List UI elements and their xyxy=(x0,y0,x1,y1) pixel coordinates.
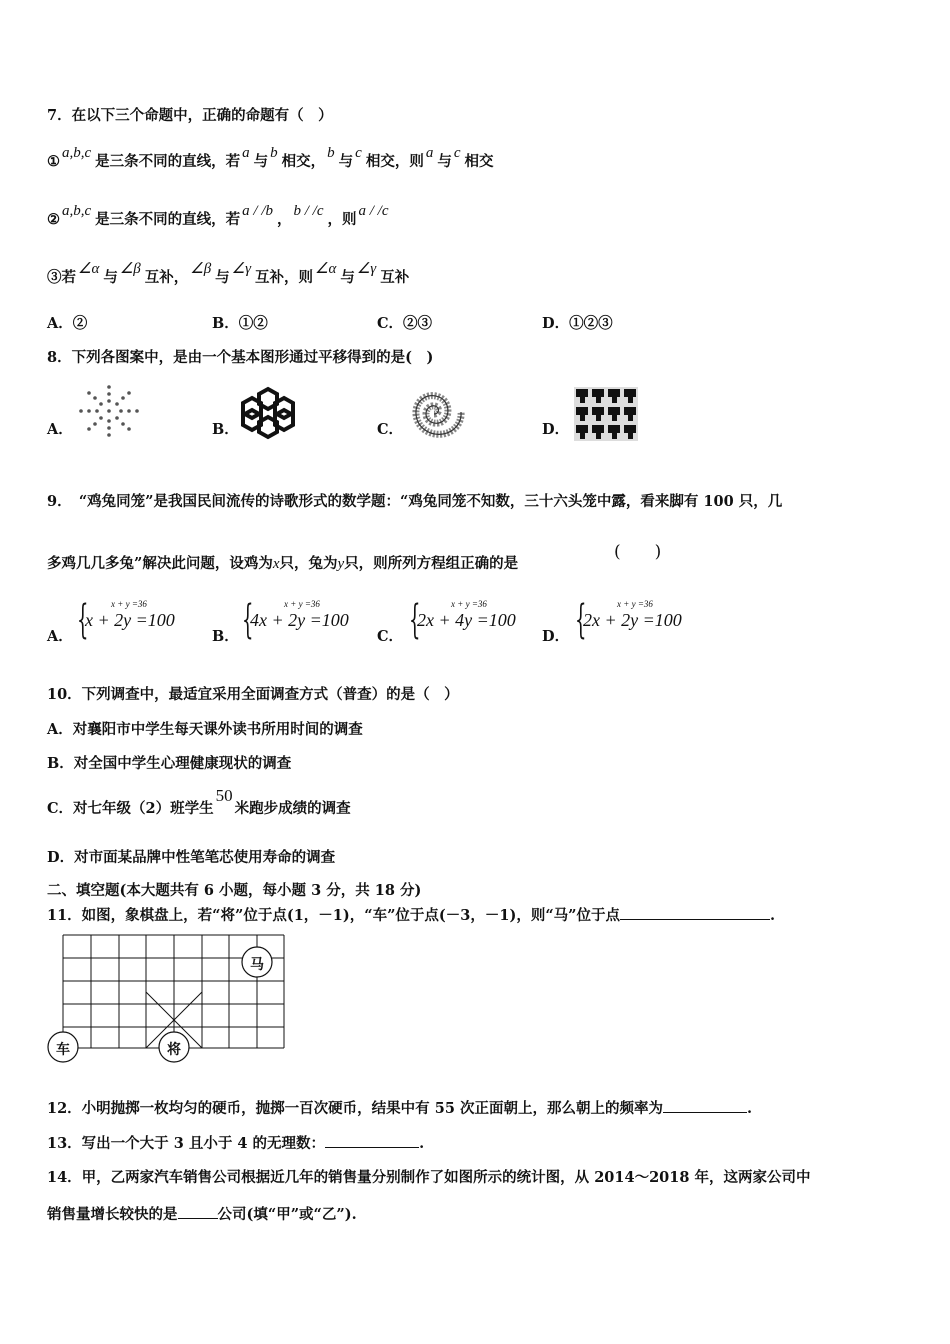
spiral-icon xyxy=(404,386,466,442)
q9-line-1: 9． “鸡兔同笼”是我国民间流传的诗歌形式的数学题：“鸡兔同笼不知数，三十六头笼中露，看来脚有 100 只，几 xyxy=(47,493,783,510)
q7-statement-1: ① a,b,c 是三条不同的直线，若 a 与 b 相交， b 与 c 相交，则 a 与 c 相交 xyxy=(47,145,494,170)
q9-option-a-label[interactable]: A． xyxy=(47,628,73,645)
brace-icon: { xyxy=(409,597,421,643)
q9-line-2: 多鸡几几多兔”解决此问题，设鸡为x只，兔为y只，则所列方程组正确的是 xyxy=(47,555,519,572)
q7-option-a[interactable]: A．② xyxy=(47,315,88,332)
tiled-pattern-icon xyxy=(574,387,638,441)
brace-icon: { xyxy=(575,597,587,643)
q10-option-c[interactable]: C．对七年级（2）班学生50米跑步成绩的调查 xyxy=(47,786,351,817)
q9-option-b-label[interactable]: B． xyxy=(212,628,239,645)
q10-option-a[interactable]: A．对襄阳市中学生每天课外读书所用时间的调查 xyxy=(47,721,363,738)
q11-text: 11．如图，象棋盘上，若“将”位于点(1，－1)，“车”位于点(－3，－1)，则“马”位于点 . xyxy=(47,907,776,924)
q7-option-b[interactable]: B．①② xyxy=(212,315,268,332)
q14-answer-blank[interactable] xyxy=(178,1204,218,1219)
q7-statement-2: ② a,b,c 是三条不同的直线，若 a / /b ， b / /c ，则 a / /c xyxy=(47,203,389,228)
q7-title: 7．在以下三个命题中，正确的命题有（ ） xyxy=(47,107,333,124)
q8-option-d[interactable]: D． xyxy=(542,421,570,438)
q9-option-b-system[interactable]: { x + y =36 4x + 2y =100 xyxy=(242,597,349,643)
brace-icon: { xyxy=(77,597,89,643)
q9-option-c-system[interactable]: { x + y =36 2x + 4y =100 xyxy=(409,597,516,643)
q8-option-b[interactable]: B． xyxy=(212,421,239,438)
q9-answer-paren: ( ) xyxy=(614,542,662,562)
flower-hexagon-icon xyxy=(238,384,298,442)
q14-line-2: 销售量增长较快的是 公司(填“甲”或“乙”). xyxy=(47,1206,357,1223)
piece-che-label: 车 xyxy=(56,1042,70,1058)
section-2-heading: 二、填空题(本大题共有 6 小题，每小题 3 分，共 18 分) xyxy=(47,882,422,899)
piece-ma-label: 马 xyxy=(250,957,264,973)
q11-answer-blank[interactable] xyxy=(620,905,770,920)
dotted-star-icon xyxy=(75,382,143,440)
q9-option-d-system[interactable]: { x + y =36 2x + 2y =100 xyxy=(575,597,682,643)
q10-option-d[interactable]: D．对市面某品牌中性笔笔芯使用寿命的调查 xyxy=(47,849,336,866)
q7-option-c[interactable]: C．②③ xyxy=(377,315,433,332)
q12-answer-blank[interactable] xyxy=(663,1098,747,1113)
q12-text: 12．小明抛掷一枚均匀的硬币，抛掷一百次硬币，结果中有 55 次正面朝上，那么朝上的频率为 . xyxy=(47,1100,753,1117)
q14-line-1: 14．甲，乙两家汽车销售公司根据近几年的销售量分别制作了如图所示的统计图，从 2014～2018 年，这两家公司中 xyxy=(47,1169,811,1186)
q10-option-b[interactable]: B．对全国中学生心理健康现状的调查 xyxy=(47,755,292,772)
q8-option-c[interactable]: C． xyxy=(377,421,404,438)
chess-board-figure xyxy=(44,932,288,1064)
q13-answer-blank[interactable] xyxy=(325,1133,419,1148)
q7-statement-3: ③若 ∠α 与 ∠β 互补， ∠β 与 ∠γ 互补，则 ∠α 与 ∠γ 互补 xyxy=(47,261,410,286)
q9-option-d-label[interactable]: D． xyxy=(542,628,570,645)
q7-option-d[interactable]: D．①②③ xyxy=(542,315,613,332)
q8-title: 8．下列各图案中，是由一个基本图形通过平移得到的是( ) xyxy=(47,349,434,366)
brace-icon: { xyxy=(242,597,254,643)
q8-option-a[interactable]: A． xyxy=(47,421,73,438)
q9-option-c-label[interactable]: C． xyxy=(377,628,404,645)
q10-title: 10．下列调查中，最适宜采用全面调查方式（普查）的是（ ） xyxy=(47,686,459,703)
piece-jiang-label: 将 xyxy=(167,1042,181,1058)
q9-option-a-system[interactable]: { x + y =36 x + 2y =100 xyxy=(77,597,175,643)
q13-text: 13．写出一个大于 3 且小于 4 的无理数： . xyxy=(47,1135,425,1152)
